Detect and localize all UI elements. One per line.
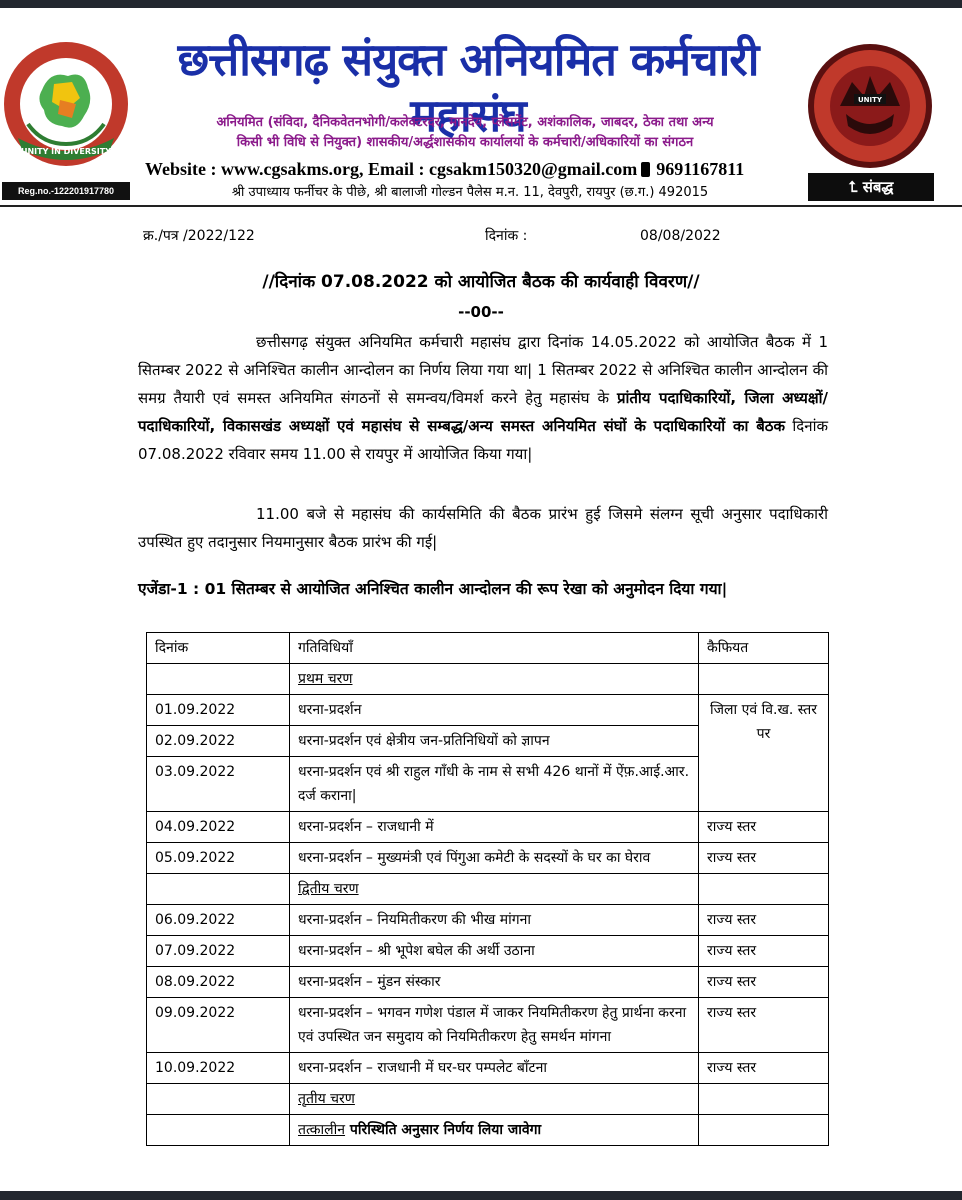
row-remark: राज्य स्तर [699,998,829,1053]
phase-3-label: तृतीय चरण [298,1091,355,1107]
row-remark: राज्य स्तर [699,812,829,843]
row-date: 10.09.2022 [147,1053,290,1084]
table-row [147,967,829,998]
row-date: 08.09.2022 [147,967,290,998]
organization-title: छत्तीसगढ़ संयुक्त अनियमित कर्मचारी महासंघ [177,33,759,142]
row-remark: राज्य स्तर [699,843,829,874]
header-divider [0,205,962,207]
date-label: दिनांक : [485,228,528,244]
date-value: 08/08/2022 [640,228,721,244]
row-date: 06.09.2022 [147,905,290,936]
phase-2-label: द्वितीय चरण [298,881,359,897]
right-logo-motto: UNITY [858,96,882,104]
row-date: 04.09.2022 [147,812,290,843]
row-date: 09.09.2022 [147,998,290,1053]
paragraph-1-part-a: छत्तीसगढ़ संयुक्त अनियमित कर्मचारी महासंघ द्वारा दिनांक 14.05.2022 को आयोजित बैठक में 1 सितम्बर 2022 से अनिश्चित कालीन आन्दोलन का निर्णय लिया गया था| 1 सितम्बर 2022 से अनिश्चित कालीन आन्दोलन की समग्र तैयारी एवं समस्त अनियमित संगठनों से समन्वय/विमर्श करने हेतु महासंघ के [138,333,828,407]
table-header-row [147,633,829,664]
contact-line [145,158,795,180]
table-row [147,843,829,874]
schedule-table [146,632,829,1146]
table-row [147,936,829,967]
row-remark: राज्य स्तर [699,936,829,967]
row-remark: राज्य स्तर [699,967,829,998]
row-activity: धरना-प्रदर्शन – भगवन गणेश पंडाल में जाकर नियमितीकरण हेतु प्रार्थना करना एवं उपस्थित जन समुदाय को नियमितीकरण हेतु समर्थन मांगना [290,998,699,1053]
table-row [147,695,829,726]
row-date: 01.09.2022 [147,695,290,726]
final-note-underlined: तत्कालीन [298,1122,346,1138]
reference-number: क्र./पत्र /2022/122 [143,228,255,244]
row-activity: धरना-प्रदर्शन – मुख्यमंत्री एवं पिंगुआ कमेटी के सदस्यों के घर का घेराव [290,843,699,874]
phone-number: 9691167811 [656,159,745,179]
subtitle-line-2: किसी भी विधि से नियुक्त) शासकीय/अर्द्धशासकीय कार्यालयों के कर्मचारी/अधिकारियों का संगठन [236,135,694,150]
document-heading: //दिनांक 07.08.2022 को आयोजित बैठक की कार्यवाही विवरण// [262,272,700,292]
row-date: 07.09.2022 [147,936,290,967]
paragraph-2 [138,500,828,556]
office-address: श्री उपाध्याय फर्नीचर के पीछे, श्री बालाजी गोल्डन पैलेस म.न. 11, देवपुरी, रायपुर (छ.ग.) 492015 [231,185,709,200]
table-row [147,812,829,843]
bottom-edge [0,1191,962,1200]
phase-row [147,1084,829,1115]
phase-row [147,664,829,695]
paragraph-1 [138,328,828,468]
left-logo-motto: UNITY IN DIVERSITY [20,147,112,156]
row-activity: धरना-प्रदर्शन एवं श्री राहुल गाँधी के नाम से सभी 426 थानों में ऐंफ़.आई.आर. दर्ज कराना| [290,757,699,812]
paragraph-1-part-b: दिनांक 07.08.2022 रविवार समय 11.00 से रायपुर में आयोजित किया गया| [138,417,828,463]
phase-1-label: प्रथम चरण [298,671,353,687]
row-activity: धरना-प्रदर्शन – नियमितीकरण की भीख मांगना [290,905,699,936]
letter-page [0,8,962,1191]
arrow-icon: ⮤ [848,178,863,196]
row-remark: राज्य स्तर [699,905,829,936]
paragraph-2-text: 11.00 बजे से महासंघ की कार्यसमिति की बैठक प्रारंभ हुई जिसमे संलग्न सूची अनुसार पदाधिकारी उपस्थित हुए तदानुसार नियमानुसार बैठक प्रारंभ की गई| [138,505,828,551]
column-header-activities: गतिविधियाँ [290,633,699,664]
federation-logo-left [2,40,130,168]
row-date: 03.09.2022 [147,757,290,812]
phone-icon [641,162,650,177]
table-row [147,905,829,936]
affiliated-label: संबद्ध [862,178,894,196]
final-row [147,1115,829,1146]
federation-logo-right [806,42,934,170]
table-row [147,1053,829,1084]
row-date: 02.09.2022 [147,726,290,757]
paragraph-1-bold: प्रांतीय पदाधिकारियों, जिला अध्यक्षों/पदाधिकारियों, विकासखंड अध्यक्षों एवं महासंघ से सम्बद्ध/अन्य समस्त अनियमित संघों के पदाधिकारियों का बैठक [138,389,828,435]
row-activity: धरना-प्रदर्शन – श्री भूपेश बघेल की अर्थी उठाना [290,936,699,967]
top-edge [0,0,962,8]
affiliated-badge [808,173,934,201]
row-activity: धरना-प्रदर्शन – मुंडन संस्कार [290,967,699,998]
subtitle-line-1: अनियमित (संविदा, दैनिकवेतनभोगी/कलेक्टरदर, मानदेय, प्लेसमेंट, अशंकालिक, जाबदर, ठेका तथा अन्य [216,115,714,130]
table-row [147,998,829,1053]
row-date: 05.09.2022 [147,843,290,874]
column-header-remarks: कैफियत [699,633,829,664]
website-email: Website : www.cgsakms.org, Email : cgsakm150320@gmail.com [145,159,638,179]
final-note-rest: परिस्थिति अनुसार निर्णय लिया जावेगा [345,1122,542,1138]
agenda-1: एजेंडा-1 : 01 सितम्बर से आयोजित अनिश्चित कालीन आन्दोलन की रूप रेखा को अनुमोदन दिया गया| [138,580,728,598]
heading-divider: --00-- [458,303,504,321]
registration-number: Reg.no.-122201917780 [2,182,130,200]
row-activity: धरना-प्रदर्शन – राजधानी में घर-घर पम्पलेट बाँटना [290,1053,699,1084]
row-activity: धरना-प्रदर्शन [290,695,699,726]
row-remark-merged: जिला एवं वि.ख. स्तर पर [699,695,829,812]
row-remark: राज्य स्तर [699,1053,829,1084]
phase-row [147,874,829,905]
row-activity: धरना-प्रदर्शन – राजधानी में [290,812,699,843]
row-activity: धरना-प्रदर्शन एवं क्षेत्रीय जन-प्रतिनिधियों को ज्ञापन [290,726,699,757]
column-header-date: दिनांक [147,633,290,664]
